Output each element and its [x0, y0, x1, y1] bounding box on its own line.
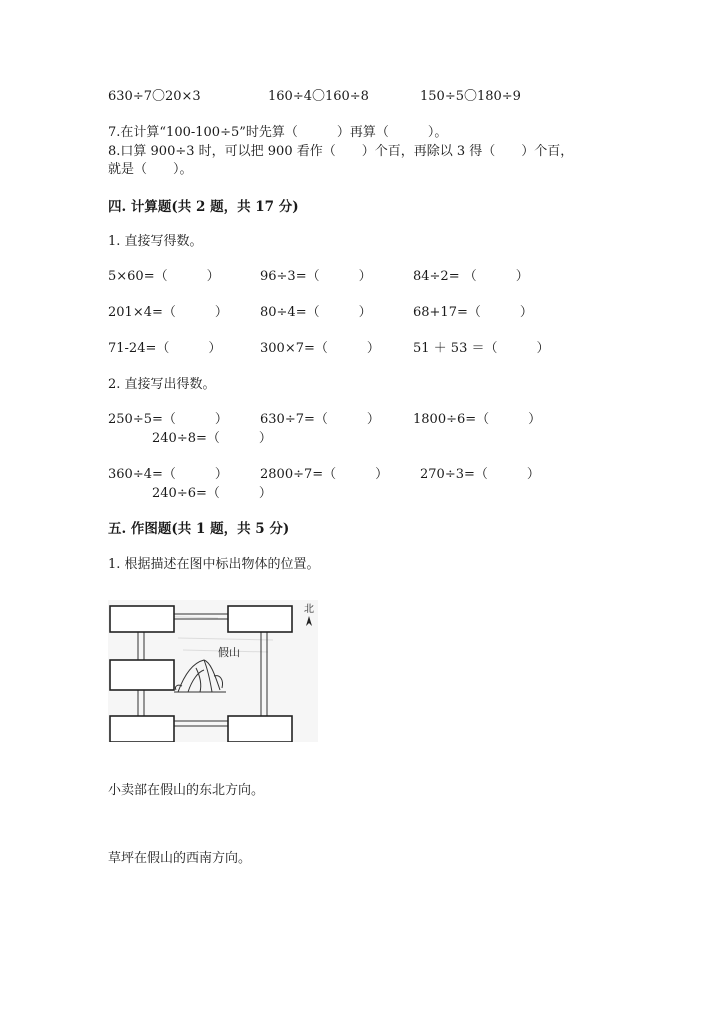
calc-item: 96÷3=（ ） — [260, 269, 372, 284]
calc-item: 5×60=（ ） — [108, 269, 220, 284]
question-8-line2: 就是（ ）。 — [108, 162, 193, 177]
description-2: 草坪在假山的西南方向。 — [108, 851, 252, 866]
map-figure — [108, 600, 318, 742]
map-box-bottom-left — [110, 716, 174, 742]
section-4-title: 四. 计算题(共 2 题，共 17 分) — [108, 199, 299, 215]
compare-expr-3: 150÷5〇180÷9 — [420, 89, 521, 104]
calc-item: 250÷5=（ ） — [108, 412, 228, 427]
map-box-middle-left — [110, 660, 174, 690]
description-1: 小卖部在假山的东北方向。 — [108, 783, 265, 798]
calc-item: 84÷2= （ ） — [413, 269, 529, 284]
section-5-title: 五. 作图题(共 1 题，共 5 分) — [108, 521, 290, 537]
calc-item: 71-24=（ ） — [108, 341, 222, 356]
map-diagram — [108, 600, 318, 742]
map-box-top-right — [228, 606, 292, 632]
calc-item: 201×4=（ ） — [108, 305, 228, 320]
calc-item: 51 ＋ 53 ＝（ ） — [413, 341, 550, 356]
map-box-bottom-right — [228, 716, 292, 742]
calc-item: 2800÷7=（ ） — [260, 467, 389, 482]
calc-item: 68+17=（ ） — [413, 305, 533, 320]
calc-item: 300×7=（ ） — [260, 341, 380, 356]
question-8-line1: 8.口算 900÷3 时，可以把 900 看作（ ）个百，再除以 3 得（ ）个百， — [108, 144, 574, 159]
calc-item: 240÷8=（ ） — [152, 431, 272, 446]
section-4-q2-title: 2. 直接写出得数。 — [108, 377, 216, 392]
map-box-top-left — [110, 606, 174, 632]
calc-item: 360÷4=（ ） — [108, 467, 228, 482]
section-5-q1-title: 1. 根据描述在图中标出物体的位置。 — [108, 557, 320, 572]
section-4-q1-title: 1. 直接写得数。 — [108, 234, 203, 249]
calc-item: 80÷4=（ ） — [260, 305, 372, 320]
calc-item: 1800÷6=（ ） — [413, 412, 542, 427]
rockery-label: 假山 — [218, 646, 240, 659]
compare-expr-1: 630÷7〇20×3 — [108, 89, 201, 104]
compare-expr-2: 160÷4〇160÷8 — [268, 89, 369, 104]
calc-item: 240÷6=（ ） — [152, 486, 272, 501]
north-label: 北 — [304, 604, 314, 615]
question-7: 7.在计算“100-100÷5”时先算（ ）再算（ ）。 — [108, 125, 448, 140]
calc-item: 270÷3=（ ） — [420, 467, 540, 482]
calc-item: 630÷7=（ ） — [260, 412, 380, 427]
